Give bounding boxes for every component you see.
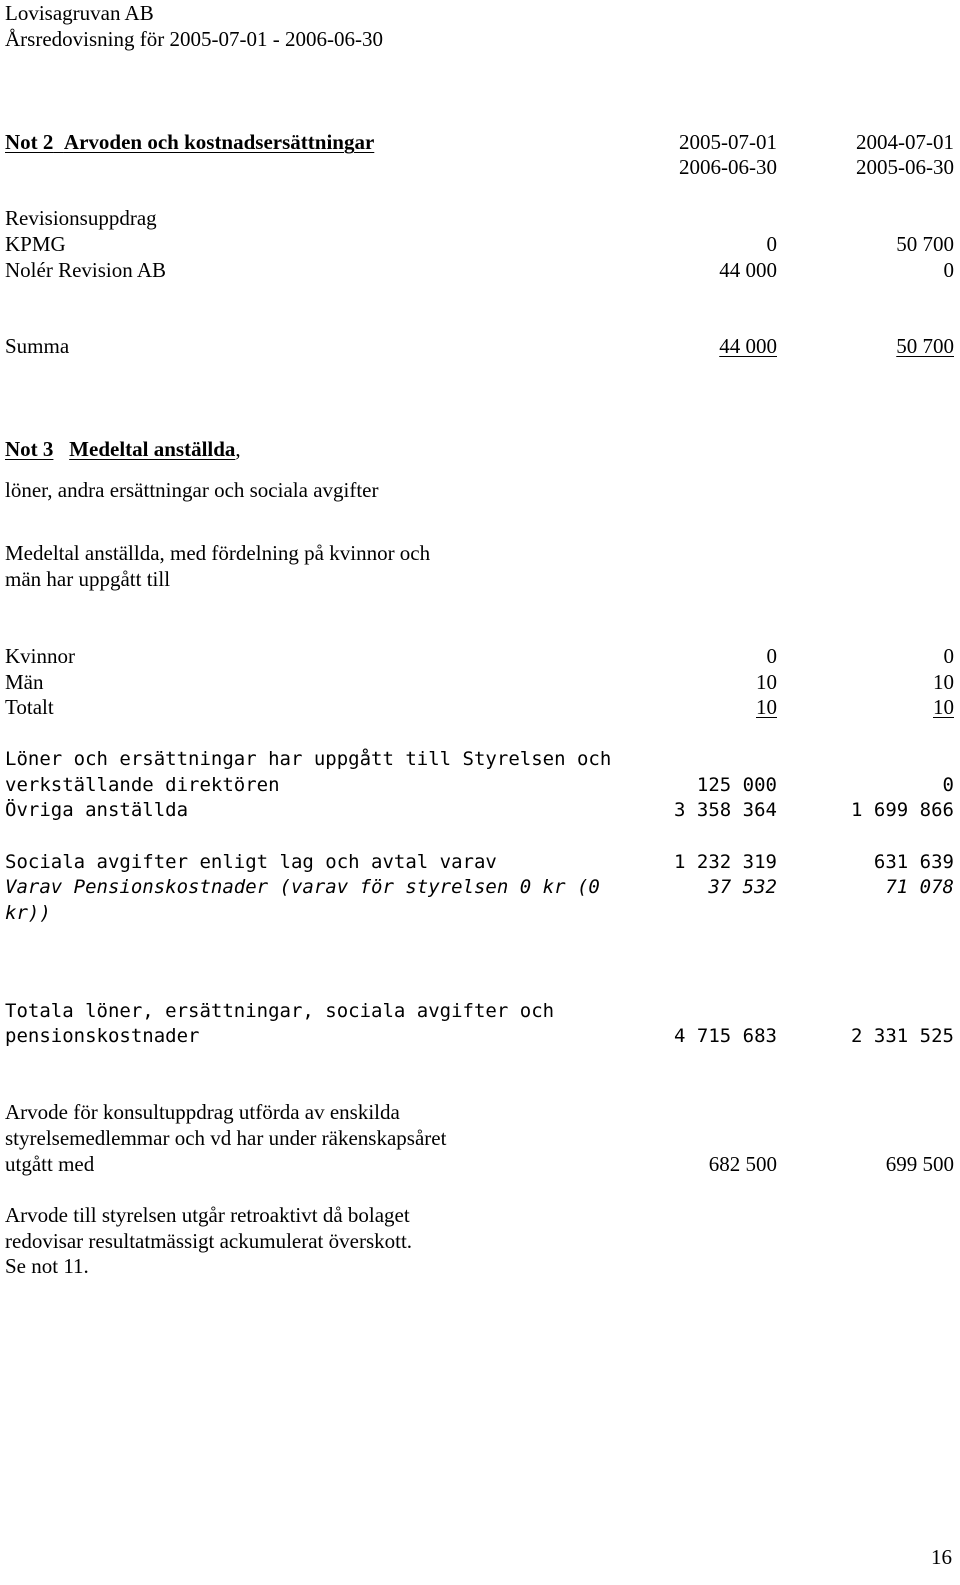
other-employees-label: Övriga anställda: [5, 799, 189, 821]
note2-number: Not 2: [5, 130, 54, 154]
salaries-board-v1: 125 000: [696, 774, 777, 796]
note2-row-v1: 44 000: [719, 258, 777, 282]
note2-row-label: KPMG: [5, 232, 66, 256]
note3-title: Medeltal anställda: [69, 437, 236, 461]
consult-line2: styrelsemedlemmar och vd har under räkenskapsåret: [5, 1126, 447, 1150]
consult-v1: 682 500: [708, 1152, 777, 1176]
note3-title-comma: ,: [235, 437, 241, 461]
note2-period2-start: 2004-07-01: [856, 130, 954, 154]
note2-sum-v1: 44 000: [719, 334, 777, 358]
social-fees-v1: 1 232 319: [674, 851, 777, 873]
note3-heading: [5, 436, 241, 462]
social-fees-v2: 631 639: [873, 851, 954, 873]
report-title: Årsredovisning för 2005-07-01 - 2006-06-30: [5, 27, 383, 51]
note3-intro-line1: Medeltal anställda, med fördelning på kvinnor och: [5, 541, 431, 565]
board-fee-line3: Se not 11.: [5, 1254, 89, 1278]
pension-line2: kr)): [5, 902, 51, 924]
employees-v1: 10: [756, 670, 777, 694]
note2-sum-v2: 50 700: [896, 334, 954, 358]
note3-number: Not 3: [5, 437, 54, 461]
pension-v1: 37 532: [708, 876, 777, 898]
salaries-board-v2: 0: [942, 774, 954, 796]
social-fees-label: Sociala avgifter enligt lag och avtal varav: [5, 851, 497, 873]
salaries-line2: verkställande direktören: [5, 774, 280, 796]
note2-section-label: Revisionsuppdrag: [5, 206, 157, 230]
note2-period2-end: 2005-06-30: [856, 155, 954, 179]
note2-row-v2: 50 700: [896, 232, 954, 256]
note3-intro-line2: män har uppgått till: [5, 567, 171, 591]
note2-heading: [5, 129, 374, 155]
total-v1: 4 715 683: [674, 1025, 777, 1047]
employees-v1: 10: [756, 695, 777, 719]
total-v2: 2 331 525: [851, 1025, 954, 1047]
employees-v1: 0: [766, 644, 777, 668]
pension-v2: 71 078: [885, 876, 954, 898]
company-name: Lovisagruvan AB: [5, 1, 154, 25]
note2-title: Arvoden och kostnadsersättningar: [63, 130, 375, 154]
consult-line3: utgått med: [5, 1152, 95, 1176]
employees-label: Totalt: [5, 695, 54, 719]
board-fee-line2: redovisar resultatmässigt ackumulerat överskott.: [5, 1229, 413, 1253]
consult-line1: Arvode för konsultuppdrag utförda av enskilda: [5, 1100, 400, 1124]
other-employees-v2: 1 699 866: [851, 799, 954, 821]
note2-period1-end: 2006-06-30: [679, 155, 777, 179]
note2-row-v2: 0: [943, 258, 954, 282]
note2-period1-start: 2005-07-01: [679, 130, 777, 154]
employees-label: Män: [5, 670, 44, 694]
salaries-line1: Löner och ersättningar har uppgått till Styrelsen och: [5, 748, 612, 770]
total-line1: Totala löner, ersättningar, sociala avgifter och: [5, 1000, 555, 1022]
employees-v2: 10: [933, 670, 954, 694]
employees-label: Kvinnor: [5, 644, 75, 668]
consult-v2: 699 500: [885, 1152, 954, 1176]
total-line2: pensionskostnader: [5, 1025, 200, 1047]
note2-sum-label: Summa: [5, 334, 70, 358]
other-employees-v1: 3 358 364: [674, 799, 777, 821]
note3-subtitle: löner, andra ersättningar och sociala avgifter: [5, 478, 379, 502]
pension-line1: Varav Pensionskostnader (varav för styrelsen 0 kr (0: [5, 876, 600, 898]
employees-v2: 10: [933, 695, 954, 719]
note2-row-v1: 0: [766, 232, 777, 256]
note2-row-label: Nolér Revision AB: [5, 258, 166, 282]
board-fee-line1: Arvode till styrelsen utgår retroaktivt då bolaget: [5, 1203, 410, 1227]
page-number: 16: [931, 1545, 952, 1569]
employees-v2: 0: [943, 644, 954, 668]
